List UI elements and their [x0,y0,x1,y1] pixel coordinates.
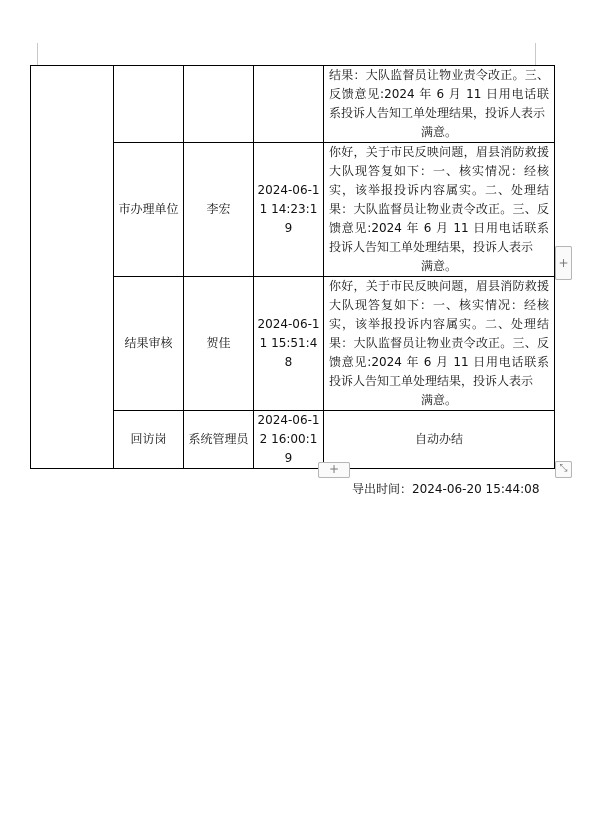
add-row-button[interactable]: + [555,246,572,280]
unit-cell: 市办理单位 [114,143,184,277]
person-cell [184,66,254,143]
content-cell: 自动办结 [324,411,555,469]
content-end-text: 满意。 [420,259,457,273]
person-cell: 系统管理员 [184,411,254,469]
content-text: 你好，关于市民反映问题，眉县消防救援大队现答复如下：一、核实情况：经核实，该举报投诉内容属实。二、处理结果：大队监督员让物业责令改正。三、反馈意见:2024 年 6 月 11 日用电话联系投诉人告知工单处理结果，投诉人表示 [329,145,549,254]
time-cell: 2024-06-11 15:51:48 [254,277,324,411]
table-resize-handle[interactable]: ⤡ [555,461,572,478]
content-end-text: 满意。 [420,393,457,407]
time-cell: 2024-06-12 16:00:19 [254,411,324,469]
content-text: 你好，关于市民反映问题，眉县消防救援大队现答复如下：一、核实情况：经核实，该举报投诉内容属实。二、处理结果：大队监督员让物业责令改正。三、反馈意见:2024 年 6 月 11 日用电话联系投诉人告知工单处理结果，投诉人表示 [329,279,549,388]
unit-cell: 回访岗 [114,411,184,469]
table-row [31,66,555,143]
add-column-button[interactable]: + [318,462,350,478]
merged-empty-cell [31,66,114,469]
crop-mark-left [37,43,38,65]
time-cell [254,66,324,143]
time-cell: 2024-06-11 14:23:19 [254,143,324,277]
export-time: 导出时间：2024-06-20 15:44:08 [352,482,540,496]
unit-cell: 结果审核 [114,277,184,411]
content-cell [324,277,555,411]
content-cell [324,143,555,277]
content-end-text: 满意。 [420,125,457,139]
content-cell [324,66,555,143]
process-record-table [30,65,555,469]
unit-cell [114,66,184,143]
crop-mark-right [535,43,536,65]
person-cell: 李宏 [184,143,254,277]
content-text: 结果：大队监督员让物业责令改正。三、反馈意见:2024 年 6 月 11 日用电话联系投诉人告知工单处理结果，投诉人表示 [329,68,549,120]
person-cell: 贺佳 [184,277,254,411]
